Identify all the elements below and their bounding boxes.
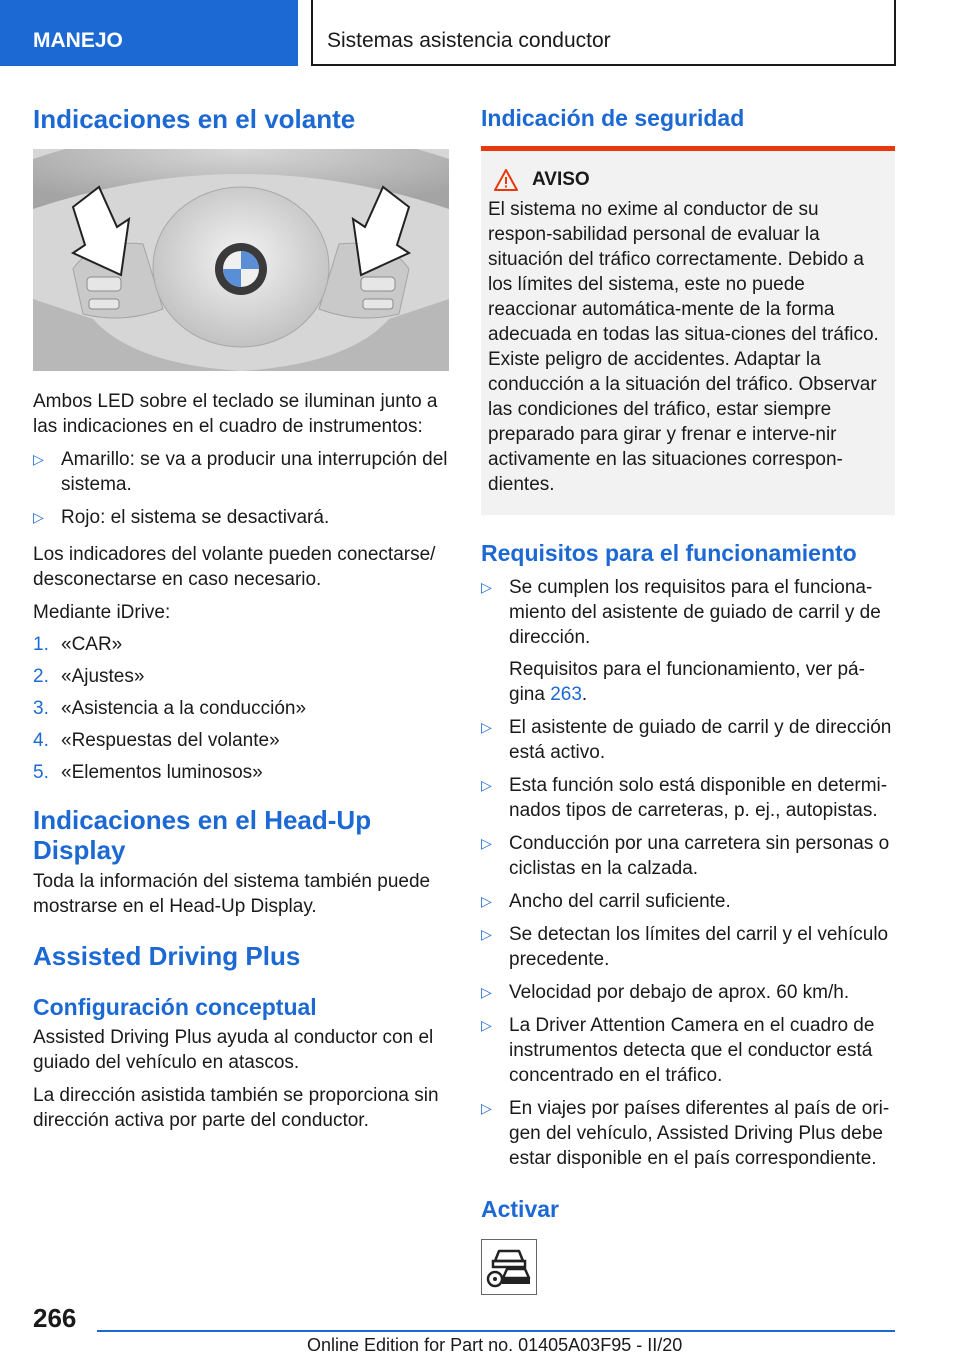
right-column xyxy=(481,100,895,1295)
list-item: ▷ Amarillo: se va a producir una interrupción del sistema. xyxy=(33,449,448,495)
idrive-steps xyxy=(33,632,449,785)
page-number: 266 xyxy=(33,1303,77,1333)
heading-safety: Indicación de seguridad xyxy=(481,105,745,131)
list-item: ▷ Ancho del carril suficiente. xyxy=(481,891,731,912)
heading-wheel-indications: Indicaciones en el volante xyxy=(33,104,356,134)
steering-wheel-figure xyxy=(33,149,449,371)
paragraph-hud: Toda la información del sistema también puede mostrarse en el Head-Up Display. xyxy=(33,871,431,917)
page-link[interactable]: 263 xyxy=(550,684,582,705)
edition-text: Online Edition for Part no. 01405A03F95 - II/20 xyxy=(307,1335,683,1355)
heading-concept: Configuración conceptual xyxy=(33,994,317,1020)
triangle-right-icon: ▷ xyxy=(481,926,492,942)
steering-wheel-illustration xyxy=(33,149,449,371)
triangle-right-icon: ▷ xyxy=(481,1017,492,1033)
heading-hud-indications: Indicaciones en el Head-Up Display xyxy=(33,805,372,865)
triangle-right-icon: ▷ xyxy=(481,984,492,1000)
triangle-right-icon: ▷ xyxy=(481,777,492,793)
paragraph-led: Ambos LED sobre el teclado se iluminan junto a las indicaciones en el cuadro de instrumentos: xyxy=(33,391,438,437)
list-item: ▷ Esta función solo está disponible en determi-nados tipos de carreteras, p. ej., autopistas. xyxy=(481,775,888,821)
footer-divider xyxy=(97,1330,895,1332)
list-item: 5. «Elementos luminosos» xyxy=(33,762,263,783)
triangle-right-icon: ▷ xyxy=(481,1100,492,1116)
section-tab[interactable]: Sistemas asistencia conductor xyxy=(311,0,896,66)
warning-triangle-icon xyxy=(494,169,518,191)
paragraph-concept-2: La dirección asistida también se proporciona sin dirección activa por parte del conductor. xyxy=(33,1085,439,1131)
list-item: ▷ Se cumplen los requisitos para el funciona-miento del asistente de guiado de carril y de dirección. Requisitos para el funcionamiento, ver pá-gina 263. xyxy=(481,575,895,707)
paragraph-toggle-indicators: Los indicadores del volante pueden conectarse/ desconectarse en caso necesario. xyxy=(33,544,436,590)
list-item: 2. «Ajustes» xyxy=(33,666,145,687)
warning-box xyxy=(481,146,895,515)
list-item: ▷ En viajes por países diferentes al país de ori-gen del vehículo, Assisted Driving Plus debe estar disponible en el país correspondiente. xyxy=(481,1098,890,1169)
triangle-right-icon: ▷ xyxy=(481,719,492,735)
triangle-right-icon: ▷ xyxy=(33,451,44,467)
page-header xyxy=(0,0,960,66)
heading-activate: Activar xyxy=(481,1196,559,1222)
list-item: 3. «Asistencia a la conducción» xyxy=(33,698,307,719)
assisted-driving-button[interactable] xyxy=(481,1239,537,1295)
list-item: ▷ Se detectan los límites del carril y el vehículo precedente. xyxy=(481,924,889,970)
triangle-right-icon: ▷ xyxy=(481,893,492,909)
warning-title: AVISO xyxy=(494,169,887,191)
list-item: ▷ Conducción por una carretera sin personas o ciclistas en la calzada. xyxy=(481,833,890,879)
led-color-list xyxy=(33,447,449,530)
triangle-right-icon: ▷ xyxy=(481,579,492,595)
requirements-list xyxy=(481,575,895,1171)
warning-text: El sistema no exime al conductor de su respon-sabilidad personal de evaluar la situación del tráfico correctamente. Debido a los límites del sistema, este no puede reaccionar automática-mente de la forma adecuada en todas las situa-ciones del tráfico. Existe peligro de accidentes. Adaptar la conducción a la situación del tráfico. Observar las condiciones del tráfico, estar siempre preparado para girar y frenar e interve-nir activamente en las situaciones correspon-dientes. xyxy=(488,199,879,495)
chapter-tab[interactable]: MANEJO xyxy=(0,0,298,66)
list-item: ▷ El asistente de guiado de carril y de dirección está activo. xyxy=(481,717,892,763)
heading-requirements: Requisitos para el funcionamiento xyxy=(481,540,857,566)
list-item: ▷ Velocidad por debajo de aprox. 60 km/h. xyxy=(481,982,850,1003)
heading-assisted-driving-plus: Assisted Driving Plus xyxy=(33,941,301,971)
paragraph-via-idrive: Mediante iDrive: xyxy=(33,602,171,623)
list-item: ▷ La Driver Attention Camera en el cuadro de instrumentos detecta que el conductor está concentrado en el tráfico. xyxy=(481,1015,875,1086)
triangle-right-icon: ▷ xyxy=(481,835,492,851)
page-footer xyxy=(0,1296,960,1362)
list-item: ▷ Rojo: el sistema se desactivará. xyxy=(33,507,330,528)
paragraph-concept-1: Assisted Driving Plus ayuda al conductor con el guiado del vehículo en atascos. xyxy=(33,1027,434,1073)
assisted-driving-icon xyxy=(485,1245,533,1289)
triangle-right-icon: ▷ xyxy=(33,509,44,525)
list-item: 4. «Respuestas del volante» xyxy=(33,730,280,751)
left-column xyxy=(33,100,449,1133)
requirement-reference: Requisitos para el funcionamiento, ver pá-gina 263. xyxy=(509,659,865,705)
list-item: 1. «CAR» xyxy=(33,634,123,655)
